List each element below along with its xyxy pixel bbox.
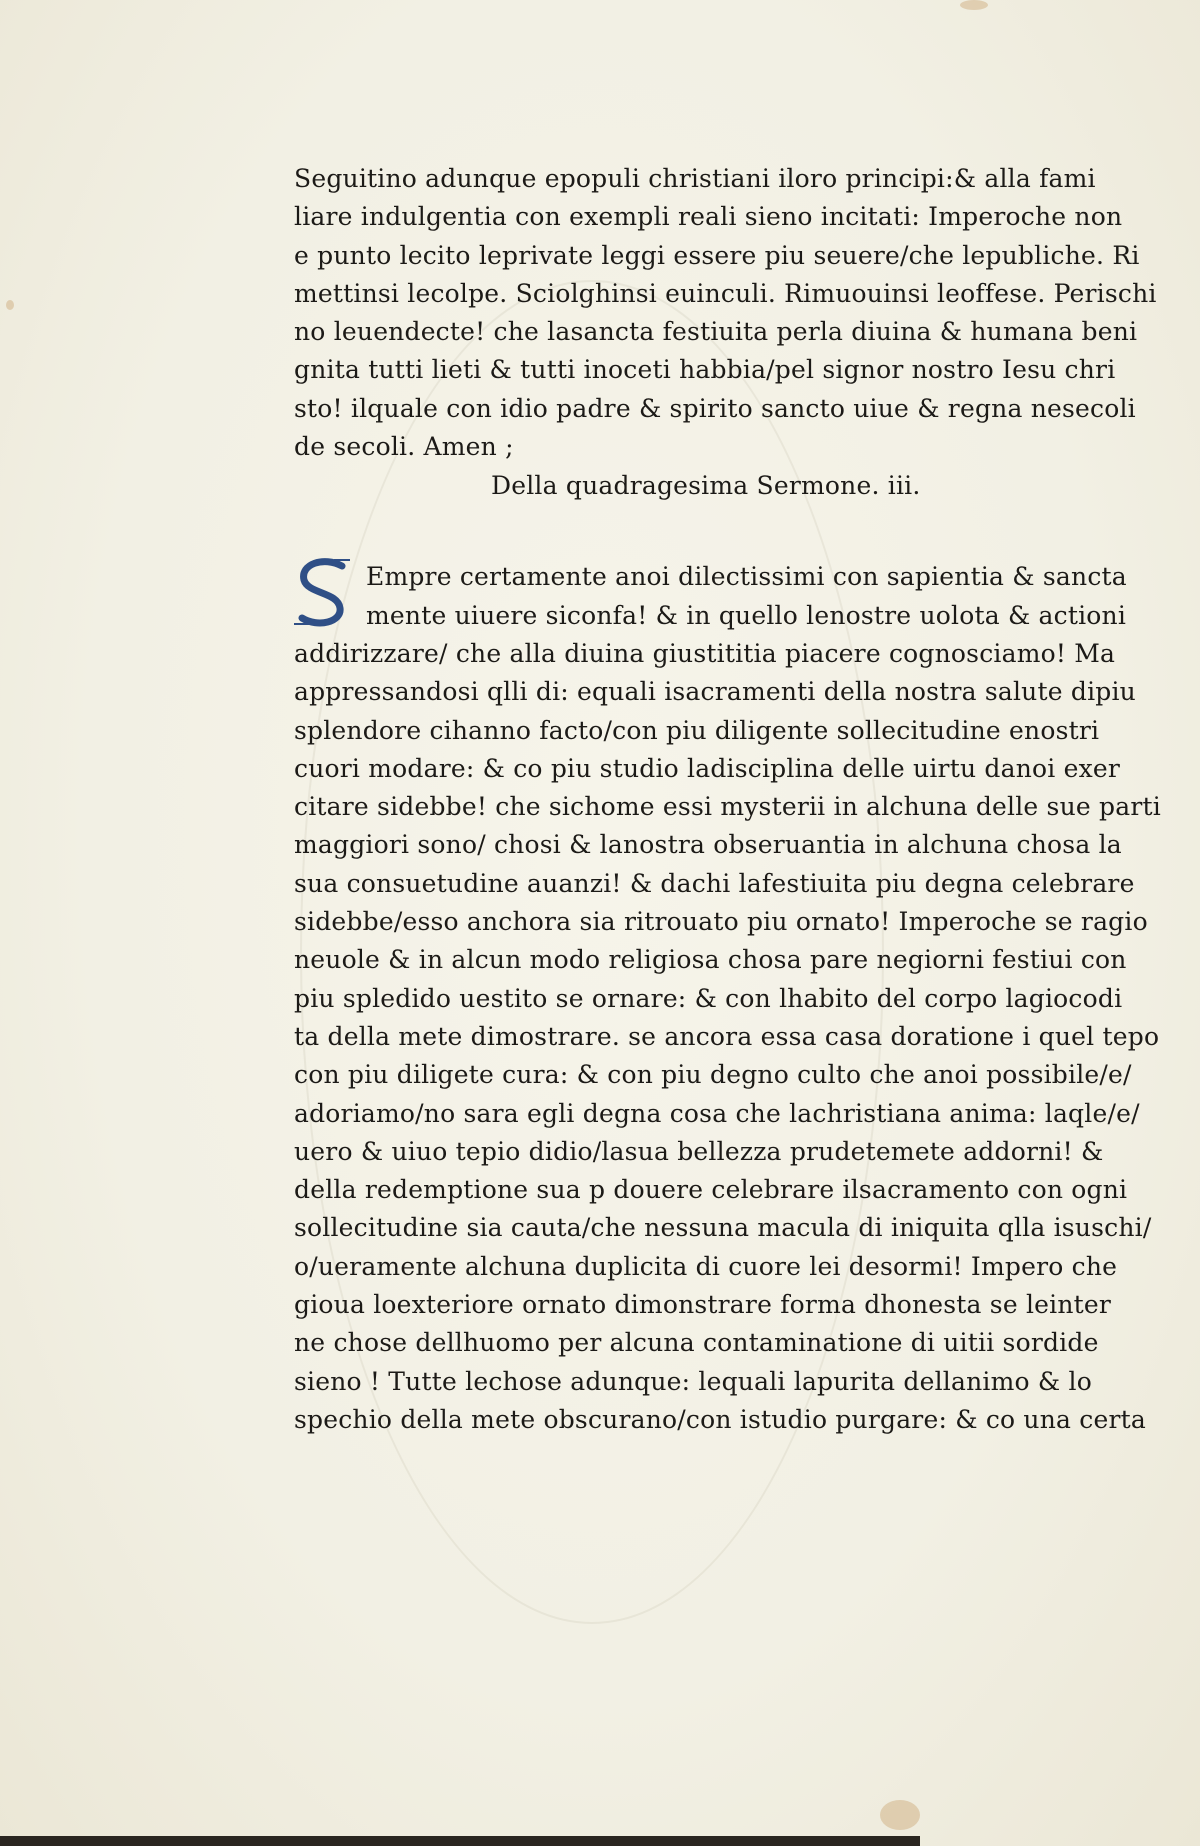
text-line: uero & uiuo tepio didio/lasua bellezza prudetemete addorni! & [294, 1136, 1104, 1166]
text-block [294, 160, 1161, 1439]
paper-stain [6, 300, 14, 310]
text-line: sidebbe/esso anchora sia ritrouato piu ornato! Imperoche se ragio [294, 907, 1148, 937]
sermon-heading: Della quadragesima Sermone. iii. [491, 471, 921, 501]
text-line: sieno ! Tutte lechose adunque: lequali lapurita dellanimo & lo [294, 1366, 1092, 1396]
decorated-initial-s [294, 558, 356, 628]
text-line: ne chose dellhuomo per alcuna contaminatione di uitii sordide [294, 1328, 1099, 1358]
text-line: no leuendecte! che lasancta festiuita perla diuina & humana beni [294, 317, 1138, 347]
sermon-body-paragraph [294, 558, 1161, 1439]
text-line: citare sidebbe! che sichome essi mysterii in alchuna delle sue parti [294, 792, 1161, 822]
text-line: adoriamo/no sara egli degna cosa che lachristiana anima: laqle/e/ [294, 1098, 1140, 1128]
text-line: mente uiuere siconfa! & in quello lenostre uolota & actioni [366, 600, 1127, 630]
text-line: sua consuetudine auanzi! & dachi lafestiuita piu degna celebrare [294, 868, 1135, 898]
text-line: gioua loexteriore ornato dimonstrare forma dhonesta se leinter [294, 1290, 1112, 1320]
paper-stain [880, 1800, 920, 1830]
text-line: sto! ilquale con idio padre & spirito sancto uiue & regna nesecoli [294, 393, 1136, 423]
text-line: neuole & in alcun modo religiosa chosa pare negiorni festiui con [294, 945, 1127, 975]
text-line: maggiori sono/ chosi & lanostra obseruantia in alchuna chosa la [294, 830, 1122, 860]
sermon-end-paragraph [294, 160, 1157, 466]
text-line: gnita tutti lieti & tutti inoceti habbia/pel signor nostro Iesu chri [294, 355, 1116, 385]
page-edge-shadow [0, 1836, 920, 1846]
text-line: cuori modare: & co piu studio ladisciplina delle uirtu danoi exer [294, 753, 1121, 783]
text-line: e punto lecito leprivate leggi essere piu seuere/che lepubliche. Ri [294, 240, 1140, 270]
text-line: piu spledido uestito se ornare: & con lhabito del corpo lagiocodi [294, 983, 1123, 1013]
text-line: con piu diligete cura: & con piu degno culto che anoi possibile/e/ [294, 1060, 1132, 1090]
text-line: ta della mete dimostrare. se ancora essa casa doratione i quel tepo [294, 1021, 1160, 1051]
text-line: liare indulgentia con exempli reali sieno incitati: Imperoche non [294, 202, 1123, 232]
text-line: mettinsi lecolpe. Sciolghinsi euinculi. Rimuouinsi leoffese. Perischi [294, 278, 1157, 308]
text-line: Seguitino adunque epopuli christiani iloro principi:& alla fami [294, 164, 1096, 193]
text-line: Empre certamente anoi dilectissimi con sapientia & sancta [366, 562, 1127, 592]
paper-stain [960, 0, 988, 10]
text-line: appressandosi qlli di: equali isacramenti della nostra salute dipiu [294, 677, 1136, 707]
text-line: splendore cihanno facto/con piu diligente sollecitudine enostri [294, 715, 1100, 745]
text-line: sollecitudine sia cauta/che nessuna macula di iniquita qlla isuschi/ [294, 1213, 1152, 1243]
text-line: spechio della mete obscurano/con istudio purgare: & co una certa [294, 1404, 1146, 1434]
text-line: addirizzare/ che alla diuina giustititia piacere cognosciamo! Ma [294, 638, 1116, 668]
text-line: della redemptione sua p douere celebrare ilsacramento con ogni [294, 1175, 1128, 1205]
text-line: de secoli. Amen ; [294, 432, 514, 462]
text-line: o/ueramente alchuna duplicita di cuore lei desormi! Impero che [294, 1251, 1118, 1281]
